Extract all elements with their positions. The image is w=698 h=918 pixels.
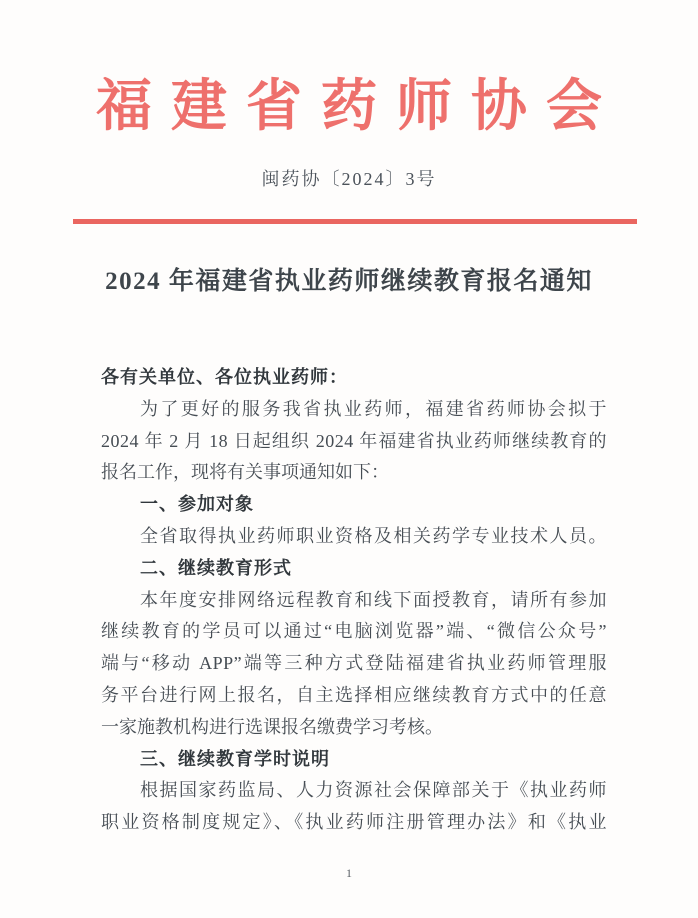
body-line: 2024 年 2 月 18 日起组织 2024 年福建省执业药师继续教育的 [101, 430, 607, 451]
red-divider-rule [73, 219, 637, 224]
body-line: 端与“移动 APP”端等三种方式登陆福建省执业药师管理服 [101, 653, 607, 674]
body-line: 二、继续教育形式 [140, 557, 292, 578]
body-line: 一家施教机构进行选课报名缴费学习考核。 [101, 716, 443, 737]
document-title: 2024 年福建省执业药师继续教育报名通知 [105, 268, 593, 295]
body-line: 各有关单位、各位执业药师： [101, 367, 348, 387]
doc-number: 闽药协〔2024〕3号 [261, 169, 437, 189]
body-line: 报名工作，现将有关事项通知如下： [101, 462, 389, 483]
page-number: 1 [346, 866, 352, 880]
body-line: 三、继续教育学时说明 [140, 748, 330, 769]
document-body [101, 362, 607, 839]
body-line: 继续教育的学员可以通过“电脑浏览器”端、“微信公众号” [101, 621, 607, 642]
body-line: 职业资格制度规定》、《执业药师注册管理办法》和《执业 [101, 812, 607, 833]
body-line: 全省取得执业药师职业资格及相关药学专业技术人员。 [140, 525, 607, 546]
body-line: 为了更好的服务我省执业药师，福建省药师协会拟于 [140, 398, 607, 419]
org-name-header: 福建省药师协会 [96, 76, 621, 138]
body-line: 根据国家药监局、人力资源社会保障部关于《执业药师 [140, 780, 607, 801]
body-line: 本年度安排网络远程教育和线下面授教育，请所有参加 [140, 589, 607, 610]
body-line: 一、参加对象 [140, 494, 254, 515]
body-line: 务平台进行网上报名，自主选择相应继续教育方式中的任意 [101, 684, 607, 705]
